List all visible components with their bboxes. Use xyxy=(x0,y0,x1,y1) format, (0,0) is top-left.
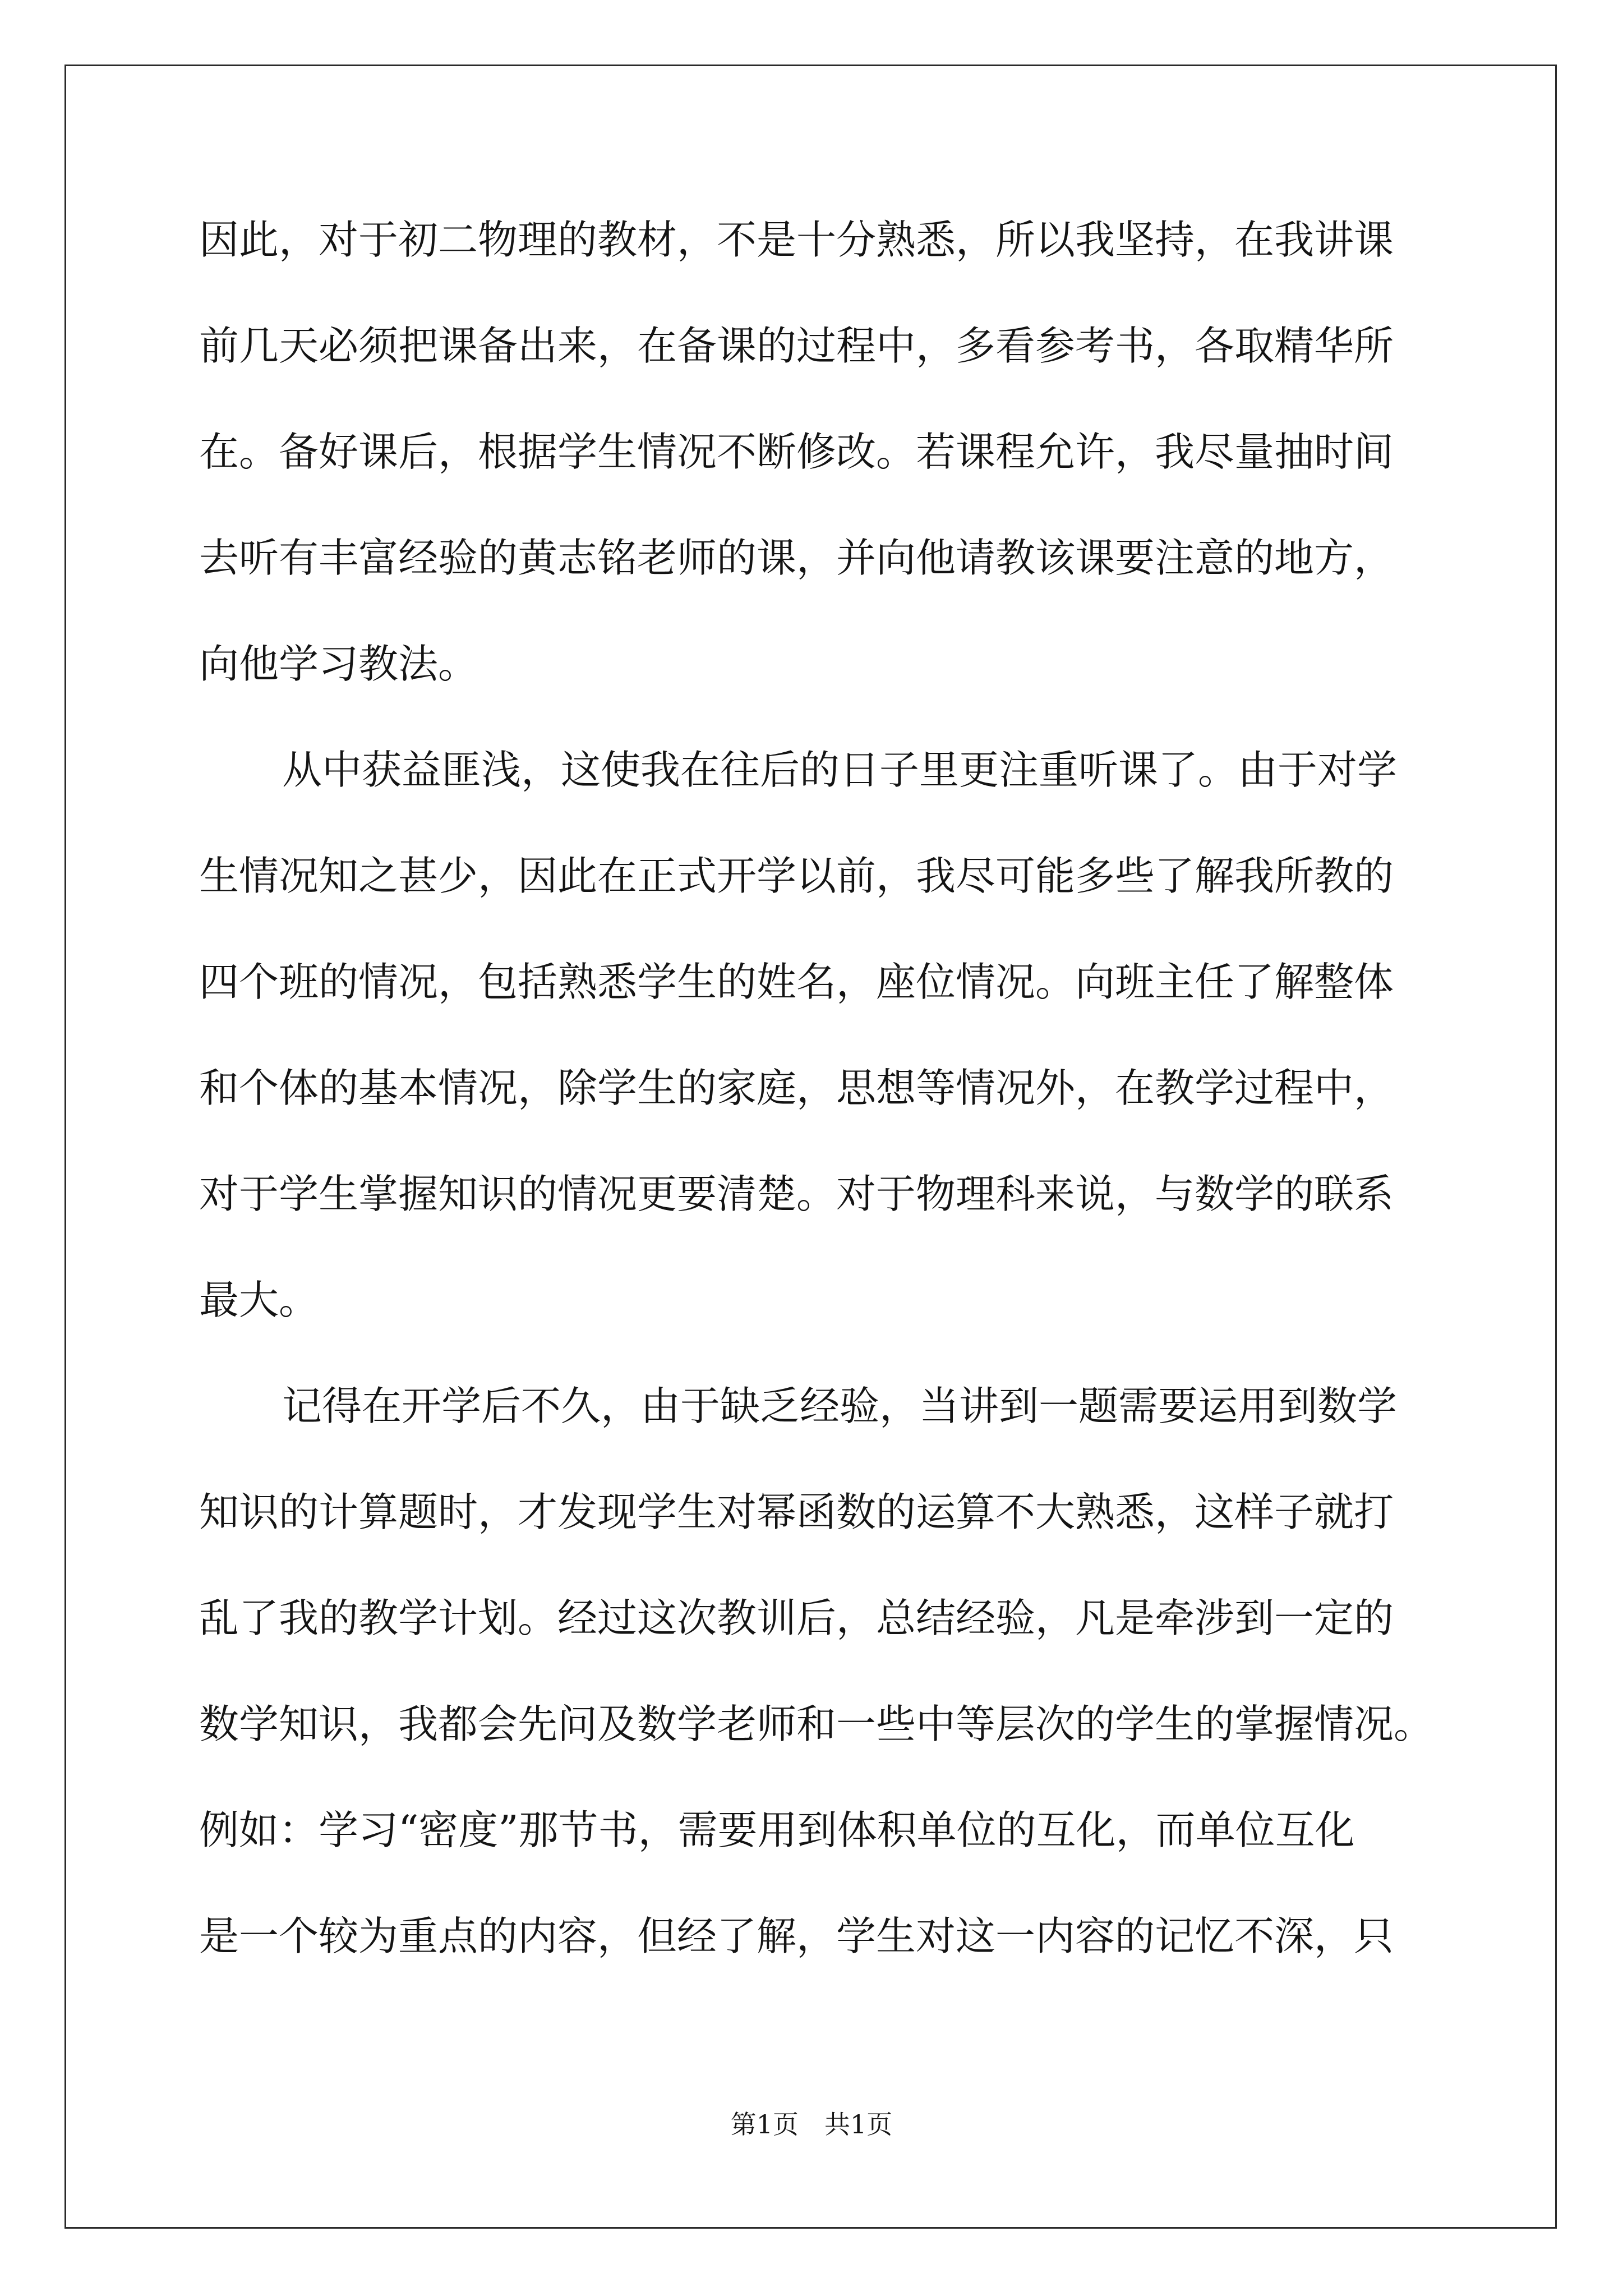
text-line: 是一个较为重点的内容，但经了解，学生对这一内容的记忆不深，只 xyxy=(199,1913,1394,1959)
text-line: 知识的计算题时，才发现学生对幂函数的运算不大熟悉，这样子就打 xyxy=(199,1489,1394,1535)
text-line: 去听有丰富经验的黄志铭老师的课，并向他请教该课要注意的地方， xyxy=(199,535,1394,581)
text-line: 因此，对于初二物理的教材，不是十分熟悉，所以我坚持，在我讲课 xyxy=(199,217,1394,263)
text-line: 例如：学习“密度”那节书，需要用到体积单位的互化，而单位互化 xyxy=(199,1807,1355,1853)
text-line: 对于学生掌握知识的情况更要清楚。对于物理科来说，与数学的联系 xyxy=(199,1171,1394,1217)
text-line-paragraph-start: 记得在开学后不久，由于缺乏经验，当讲到一题需要运用到数学 xyxy=(282,1383,1398,1429)
text-line: 前几天必须把课备出来，在备课的过程中，多看参考书，各取精华所 xyxy=(199,323,1394,369)
text-line: 生情况知之甚少，因此在正式开学以前，我尽可能多些了解我所教的 xyxy=(199,853,1394,899)
text-line: 和个体的基本情况，除学生的家庭，思想等情况外，在教学过程中， xyxy=(199,1065,1394,1111)
text-line: 四个班的情况，包括熟悉学生的姓名，座位情况。向班主任了解整体 xyxy=(199,959,1394,1005)
text-line-paragraph-start: 从中获益匪浅，这使我在往后的日子里更注重听课了。由于对学 xyxy=(282,747,1398,793)
text-line: 最大。 xyxy=(199,1277,319,1323)
page-number: 第1页 共1页 xyxy=(730,2109,893,2139)
text-line: 向他学习教法。 xyxy=(199,641,478,687)
text-line: 在。备好课后，根据学生情况不断修改。若课程允许，我尽量抽时间 xyxy=(199,429,1394,475)
document-body xyxy=(199,213,1461,2016)
text-line: 数学知识，我都会先问及数学老师和一些中等层次的学生的掌握情况。 xyxy=(199,1701,1434,1747)
text-line: 乱了我的教学计划。经过这次教训后，总结经验，凡是牵涉到一定的 xyxy=(199,1595,1394,1641)
